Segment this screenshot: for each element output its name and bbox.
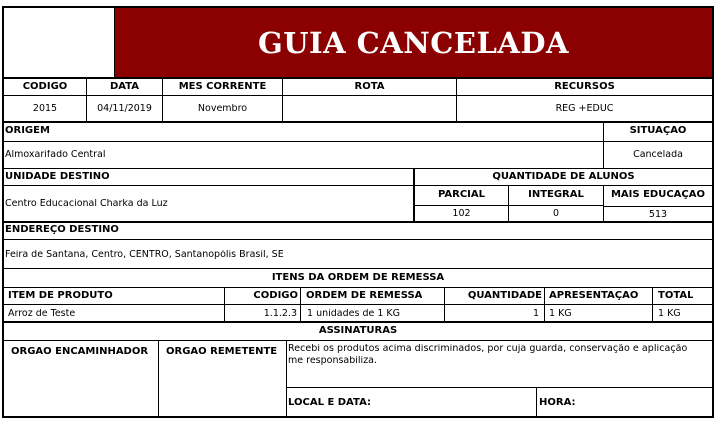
row-apresentacao: 1 KG [549,309,572,319]
divider [286,340,287,416]
border-right [712,6,714,418]
value-mes-corrente: Novembro [197,104,248,114]
alunos-label: QUANTIDADE DE ALUNOS [492,172,635,182]
row-codigo: 1.1.2.3 [263,309,297,319]
divider [158,340,159,416]
orgao-encaminhador-label: ÓRGÃO ENCAMINHADOR [11,347,149,357]
declaracao-line-2: me responsabiliza. [288,356,378,366]
situacao-value: Cancelada [633,150,683,160]
title-banner [115,8,712,77]
divider [4,121,712,123]
row-total: 1 KG [658,309,681,319]
divider [4,304,712,305]
divider [286,387,712,388]
divider [4,221,712,223]
local-data-label: LOCAL E DATA: [288,398,371,408]
divider [4,77,712,79]
row-item: Arroz de Teste [8,309,76,319]
alunos-header-parcial: PARCIAL [437,190,486,200]
origem-value: Almoxarifado Central [5,150,106,160]
divider [4,168,712,169]
value-data: 04/11/2019 [97,104,152,114]
header-data: DATA [109,82,140,92]
col-header-total: TOTAL [658,291,694,301]
alunos-value-integral: 0 [552,209,560,219]
row-quantidade: 1 [532,309,539,319]
divider [4,95,712,96]
col-header-item: ITEM DE PRODUTO [8,291,113,301]
col-header-apresentacao: APRESENTAÇÃO [549,291,639,301]
alunos-header-mais-educacao: MAIS EDUCAÇÃO [610,190,705,200]
divider [4,321,712,323]
header-recursos: RECURSOS [554,82,615,92]
col-header-codigo: CÓDIGO [253,291,298,301]
header-rota: ROTA [354,82,385,92]
itens-section-title: ITENS DA ORDEM DE REMESSA [271,273,445,283]
orgao-remetente-label: ÓRGÃO REMETENTE [166,347,278,357]
border-bottom [2,416,714,418]
unidade-destino-label: UNIDADE DESTINO [5,172,110,182]
alunos-header-integral: INTEGRAL [528,190,584,200]
divider [4,141,604,142]
endereco-label: ENDEREÇO DESTINO [5,225,119,235]
divider [415,185,712,186]
divider [536,387,537,416]
row-ordem: 1 unidades de 1 KG [307,309,400,319]
header-codigo: CÓDIGO [22,82,68,92]
divider [603,206,712,207]
divider [4,287,712,288]
divider [4,239,712,240]
col-header-ordem: ORDEM DE REMESSA [306,291,423,301]
col-header-quantidade: QUANTIDADE [467,291,542,301]
alunos-value-mais-educacao: 513 [648,210,668,220]
divider [4,268,712,269]
header-mes-corrente: MÊS CORRENTE [178,82,267,92]
alunos-value-parcial: 102 [452,209,471,219]
divider [415,205,604,206]
unidade-destino-value: Centro Educacional Charka da Luz [5,199,168,209]
divider [4,340,712,341]
logo-area [4,8,115,77]
situacao-label: SITUAÇÃO [629,126,687,136]
assinaturas-section-title: ASSINATURAS [318,326,398,336]
endereco-value: Feira de Santana, Centro, CENTRO, Santanopólis Brasil, SE [5,250,284,260]
divider [603,141,712,142]
origem-label: ORIGEM [5,126,50,136]
hora-label: HORA: [539,398,576,408]
page-title: GUIA CANCELADA [257,25,570,60]
value-codigo: 2015 [32,104,58,114]
declaracao-line-1: Recebi os produtos acima discriminados, por cuja guarda, conservação e aplicação [288,344,688,354]
divider [4,185,414,186]
value-recursos: REG +EDUC [555,104,614,114]
